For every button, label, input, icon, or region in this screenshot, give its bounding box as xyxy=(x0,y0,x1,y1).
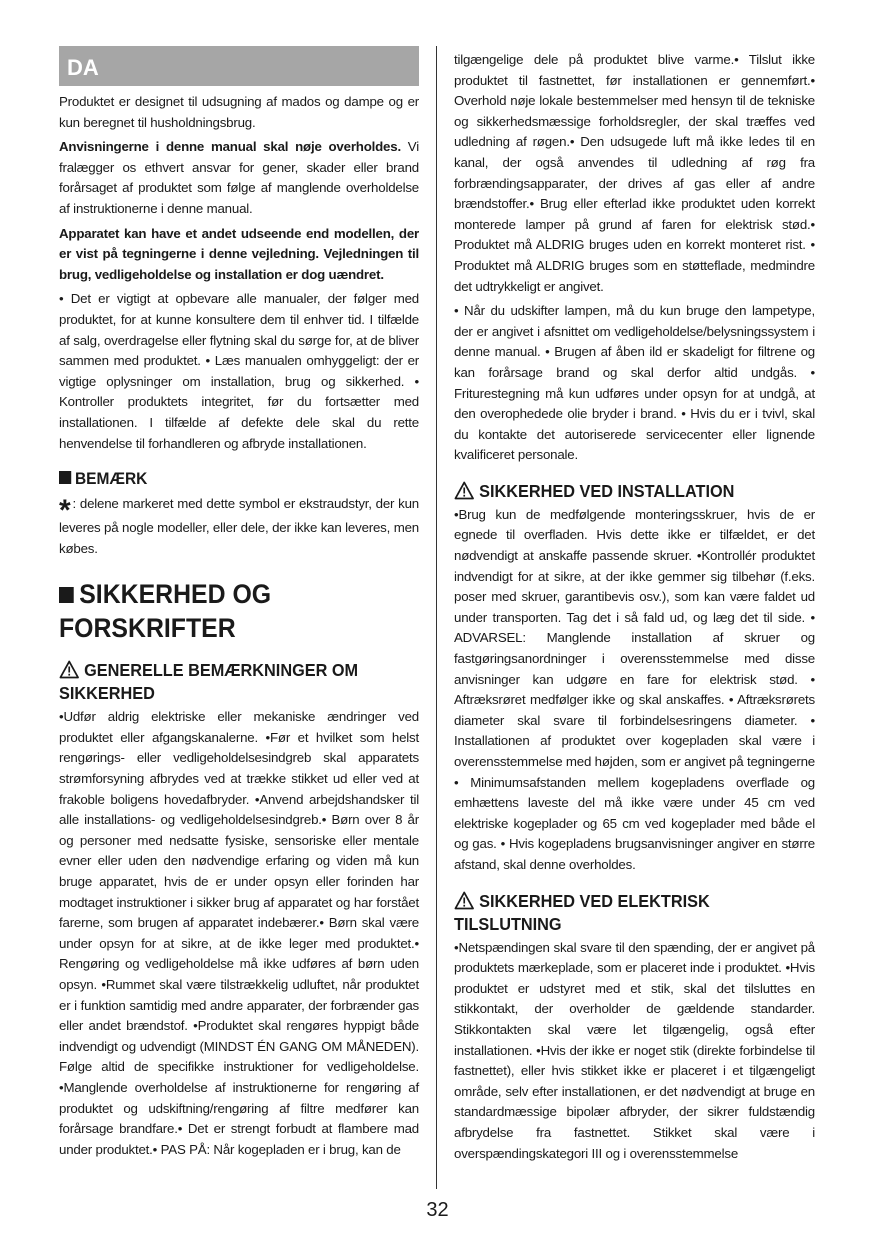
right-column xyxy=(454,50,815,1168)
safety-heading xyxy=(59,577,390,645)
general-title: GENERELLE BEMÆRKNINGER OM SIKKERHED xyxy=(59,660,359,704)
note-text: : delene markeret med dette symbol er ekstraudstyr, der kun leveres på nogle modeller, eller dele, der ikke kan leveres, men købes. xyxy=(59,496,419,556)
note-heading xyxy=(59,468,397,490)
electrical-paragraph: •Netspændingen skal svare til den spænding, der er angivet på produktets mærkeplade, som er placeret inde i produktet. •Hvis produktet er udstyret med et stik, skal det tilsluttes en stikkontakt, der overholder de gældende standarder. Stikkontakten skal være let tilgængelig, også efter installationen. •Hvis der ikke er noget stik (direkte forbindelse til fastnettet), eller hvis stikket ikke er placeret i et tilgængeligt område, selv efter installationen, er det nødvendigt at bruge en standardmæssige bipolær afbryder, der sikrer fuldstændig afbrydelse fra fastnettet. Stikket skal være i overspændingskategori III og i overensstemmelse xyxy=(454,939,815,1161)
asterisk-icon: * xyxy=(59,494,71,528)
instructions-bold: Anvisningerne i denne manual skal nøje overholdes. xyxy=(59,139,401,155)
note-paragraph xyxy=(59,494,419,559)
intro-paragraph: Produktet er designet til udsugning af mados og dampe og er kun beregnet til husholdningsbrug. xyxy=(59,94,419,130)
installation-heading xyxy=(454,480,790,503)
safety-title: SIKKERHED OG FORSKRIFTER xyxy=(59,579,272,644)
warning-triangle-icon xyxy=(454,481,474,500)
installation-paragraph: •Brug kun de medfølgende monteringsskruer, hvis de er egnede til overfladen. Hvis dette ikke er tilfældet, er det nødvendigt at anskaffe passende skruer. •Kontrollér produktet indvendigt for at sikre, at der ikke gemmer sig tilbehør (f.eks. poser med skruer, garantibevis osv.), som kan være faldet ud under transporten. Tag det i så fald ud, og læg det til side. • ADVARSEL: Manglende installation af skruer og fastgøringsanordninger i overensstemmelse med disse anvisninger kan udgøre en fare for elektrisk stød. • Aftræksrøret medfølger ikke og skal anskaffes. • Aftræksrørets diameter skal svare til forbindelsesringens diameter. • Installationen af produktet over kogepladen skal være i overensstemmelse med højden, som er angivet på tegningerne • Minimumsafstanden mellem kogepladens overflade og emhættens laveste del må ikke være under 45 cm ved elektriske kogeplader og 65 cm ved kogeplader med både el og gas. • Hvis kogepladens brugsanvisninger angiver en større afstand, skal denne overholdes. xyxy=(454,506,815,872)
electrical-title: SIKKERHED VED ELEKTRISK TILSLUTNING xyxy=(454,890,710,934)
general-heading xyxy=(59,659,394,705)
general-continued-paragraph: tilgængelige dele på produktet blive varme.• Tilslut ikke produktet til fastnettet, før installationen er gennemført.• Overhold nøje lokale bestemmelser med hensyn til de tekniske og sikkerhedsmæssige forholdsregler, der skal træffes ved udledning af røgen.• Den udsugede luft må ikke ledes til en kanal, der også anvendes til udledning af røg fra forbrændingsapparater, der drives af gas eller af andre brændstoffer.• Brug eller efterlad ikke produktet uden korrekt monterede lamper på grund af faren for elektrisk stød.• Produktet må ALDRIG bruges uden en korrekt monteret rist. • Produktet må ALDRIG bruges som en støtteflade, medmindre det udtrykkeligt er angivet. xyxy=(454,52,815,294)
page-number: 32 xyxy=(426,1199,449,1221)
manual-paragraph: • Det er vigtigt at opbevare alle manualer, der følger med produktet, for at kunne konsultere dem til enhver tid. I tilfælde af salg, overdragelse eller flytning skal du sørge for, at de bliver sammen med produktet. • Læs manualen omhyggeligt: der er vigtige oplysninger om installation, brug og sikkerhed. • Kontroller produktets integritet, før du fortsætter med installationen. I tilfælde af defekte dele skal du rette henvendelse til forhandleren og afbryde installationen. xyxy=(59,291,419,451)
warning-triangle-icon xyxy=(59,660,79,679)
instructions-paragraph xyxy=(59,137,419,219)
note-title: BEMÆRK xyxy=(74,470,148,489)
warning-triangle-icon xyxy=(454,891,474,910)
appearance-paragraph xyxy=(59,224,419,286)
square-bullet-icon xyxy=(59,471,71,484)
square-bullet-icon xyxy=(59,587,74,603)
left-column xyxy=(59,46,419,1164)
column-divider xyxy=(436,46,437,1189)
electrical-heading xyxy=(454,890,790,936)
general-paragraph: •Udfør aldrig elektriske eller mekaniske ændringer ved produktet eller afgangskanalerne. •Før et hvilket som helst rengørings- eller vedligeholdelsesindgreb skal apparatets strømforsyning afbrydes ved at trække stikket ud eller ved at frakoble boligens hovedafbryder. •Anvend arbejdshandsker til alle installations- og vedligeholdelsesindgreb.• Børn over 8 år og personer med nedsatte fysiske, sensoriske eller mentale evner eller uden den nødvendige erfaring og viden må kun bruge apparatet, hvis de er under opsyn eller forinden har modtaget instruktioner i sikker brug af apparatet og har forstået farerne, som brugen af apparatet indebærer.• Børn skal være under opsyn for at sikre, at de ikke leger med produktet.• Rengøring og vedligeholdelse må ikke udføres af børn uden opsyn. •Rummet skal være tilstrækkelig udluftet, når produktet er i funktion samtidig med andre apparater, der forbrænder gas eller andet brændstof. •Produktet skal rengøres hyppigt både indvendigt og udvendigt (MINDST ÉN GANG OM MÅNEDEN). Følge altid de specifikke instruktioner for vedligeholdelse. •Manglende overholdelse af instruktionerne for rengøring af produktet og udskiftning/rengøring af filtre medfører kan forårsage brandfare.• Det er strengt forbudt at flambere mad under produktet.• PAS PÅ: Når kogepladen er i brug, kan de xyxy=(59,709,419,1157)
language-header: DA xyxy=(59,46,419,86)
instructions-rest: Vi fralægger os ethvert ansvar for gener, skader eller brand forårsaget af produktet som følge af manglende overholdelse af instruktionerne i denne manual. xyxy=(59,139,419,216)
installation-title: SIKKERHED VED INSTALLATION xyxy=(479,480,735,501)
appearance-bold: Apparatet kan have et andet udseende end modellen, der er vist på tegningerne i denne vejledning. Vejledningen til brug, vedligeholdelse og installation er dog uændret. xyxy=(59,225,419,282)
lamp-paragraph: • Når du udskifter lampen, må du kun bruge den lampetype, der er angivet i afsnittet om vedligeholdelse/belysningssystem i denne manual. • Brugen af åben ild er skadeligt for filtrene og kan forårsage brand og skal derfor altid undgås. • Friturestegning må kun udføres under opsyn for at undgå, at den overophedede olie bryder i brand. • Hvis du er i tvivl, skal du kontakte det autoriserede servicecenter eller lignende kvalificeret personale. xyxy=(454,303,815,463)
